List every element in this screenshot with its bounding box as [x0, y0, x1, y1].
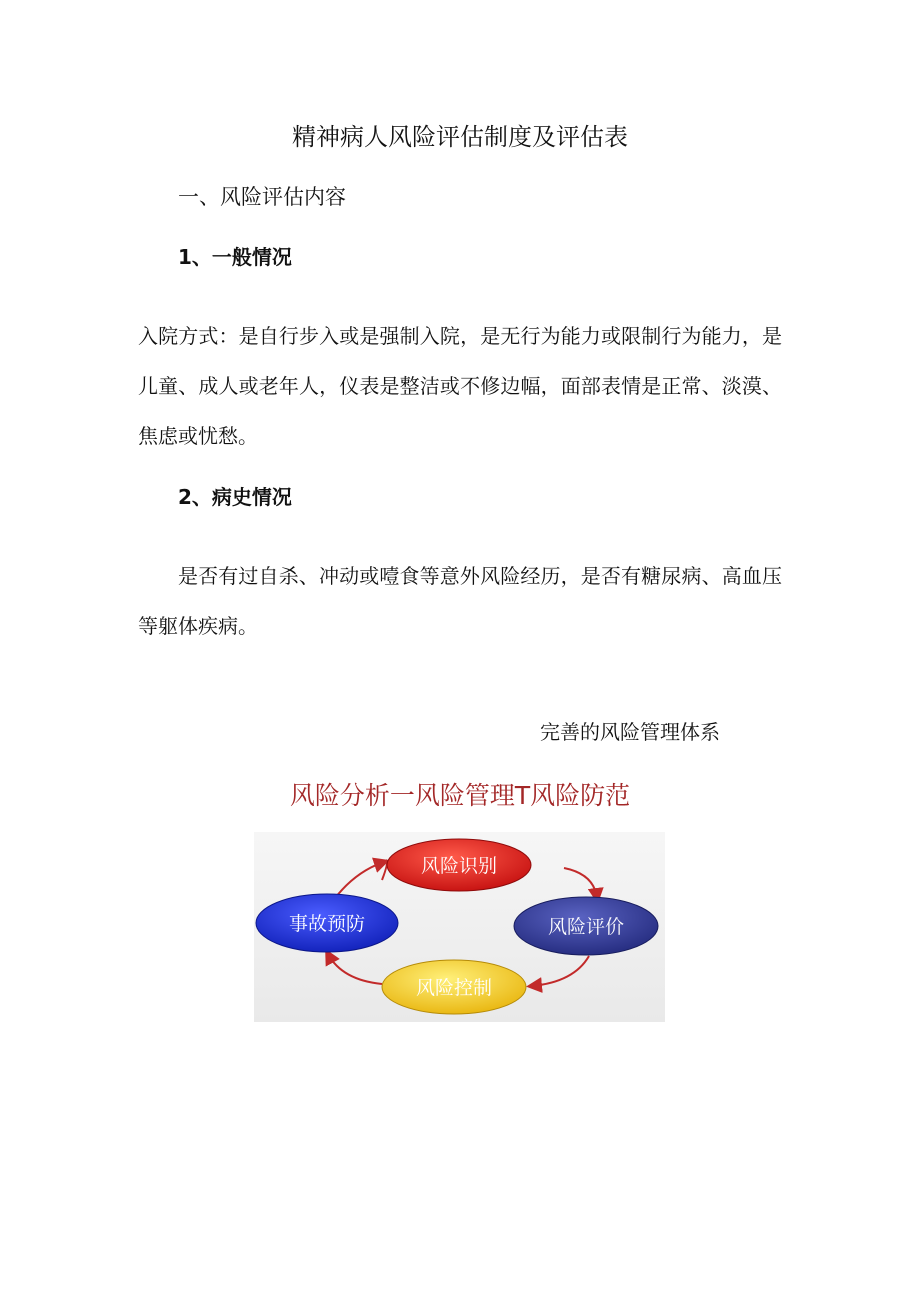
arrow-evaluate-to-control — [532, 956, 589, 986]
section-heading-risk-content: 一、风险评估内容 — [178, 185, 346, 209]
subheading-general-situation — [178, 241, 292, 270]
node-accident-prevent — [256, 894, 398, 952]
subheading-label: 、一般情况 — [191, 245, 292, 269]
arrow-identify-to-evaluate — [564, 868, 597, 898]
arrow-control-to-prevent — [328, 954, 382, 984]
node-risk-evaluate-label: 风险评价 — [547, 916, 625, 938]
subheading-number: 1 — [178, 245, 192, 269]
document-title: 精神病人风险评估制度及评估表 — [292, 123, 628, 151]
subheading-history — [178, 481, 292, 510]
node-risk-evaluate — [514, 897, 658, 955]
risk-banner-title: 风险分析一风险管理T风险防范 — [289, 781, 631, 810]
risk-cycle-diagram — [254, 832, 665, 1022]
node-risk-identify — [387, 839, 531, 891]
subheading-number: 2 — [178, 485, 192, 509]
node-risk-control-label: 风险控制 — [415, 977, 493, 999]
node-risk-identify-label: 风险识别 — [420, 855, 498, 877]
figure-caption: 完善的风险管理体系 — [540, 720, 720, 744]
subheading-label: 、病史情况 — [191, 485, 292, 509]
paragraph-admission: 入院方式：是自行步入或是强制入院，是无行为能力或限制行为能力，是儿童、成人或老年人，仪表是整洁或不修边幅，面部表情是正常、淡漠、焦虑或忧愁。 — [138, 324, 782, 448]
node-accident-prevent-label: 事故预防 — [288, 913, 366, 935]
risk-cycle-svg — [254, 832, 665, 1022]
paragraph-history: 是否有过自杀、冲动或噎食等意外风险经历，是否有糖尿病、高血压等躯体疾病。 — [138, 564, 782, 638]
node-risk-control — [382, 960, 526, 1014]
